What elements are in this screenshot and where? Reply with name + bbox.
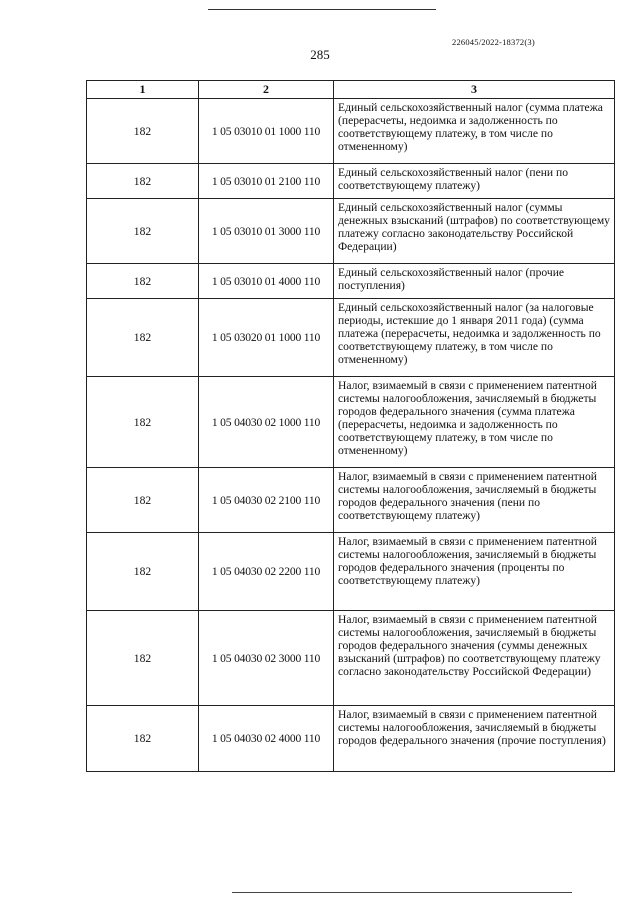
admin-code-cell: 182 [87, 611, 199, 706]
table-row [87, 706, 615, 772]
table-row [87, 611, 615, 706]
description-cell: Единый сельскохозяйственный налог (суммы денежных взысканий (штрафов) по соответствующему платежу согласно законодательству Российской Федерации) [334, 199, 615, 264]
table-row [87, 199, 615, 264]
admin-code-cell: 182 [87, 99, 199, 164]
description-cell: Единый сельскохозяйственный налог (за налоговые периоды, истекшие до 1 января 2011 года) (сумма платежа (перерасчеты, недоимка и задолженность по соответствующему платежу, в том числе по отмененному) [334, 299, 615, 377]
description-cell: Налог, взимаемый в связи с применением патентной системы налогообложения, зачисляемый в бюджеты городов федерального значения (сумма платежа (перерасчеты, недоимка и задолженность по соответствующему платежу, в том числе по отмененному) [334, 377, 615, 468]
description-cell: Единый сельскохозяйственный налог (пени по соответствующему платежу) [334, 164, 615, 199]
description-cell: Единый сельскохозяйственный налог (прочие поступления) [334, 264, 615, 299]
kbk-code-cell: 1 05 04030 02 1000 110 [199, 377, 334, 468]
admin-code-cell: 182 [87, 164, 199, 199]
kbk-code-cell: 1 05 03010 01 4000 110 [199, 264, 334, 299]
admin-code-cell: 182 [87, 299, 199, 377]
table-row [87, 164, 615, 199]
description-cell: Налог, взимаемый в связи с применением патентной системы налогообложения, зачисляемый в бюджеты городов федерального значения (суммы денежных взысканий (штрафов) по соответствующему платежу согласно законодательству Российской Федерации) [334, 611, 615, 706]
admin-code-cell: 182 [87, 468, 199, 533]
bottom-rule [232, 892, 572, 893]
admin-code-cell: 182 [87, 533, 199, 611]
admin-code-cell: 182 [87, 264, 199, 299]
admin-code-cell: 182 [87, 199, 199, 264]
kbk-code-cell: 1 05 03010 01 3000 110 [199, 199, 334, 264]
table-row [87, 99, 615, 164]
kbk-code-cell: 1 05 04030 02 2200 110 [199, 533, 334, 611]
table-row [87, 377, 615, 468]
top-rule [208, 9, 436, 10]
budget-codes-table [86, 80, 615, 772]
table-row [87, 468, 615, 533]
description-cell: Налог, взимаемый в связи с применением патентной системы налогообложения, зачисляемый в бюджеты городов федерального значения (пени по соответствующему платежу) [334, 468, 615, 533]
admin-code-cell: 182 [87, 377, 199, 468]
page-number: 285 [310, 47, 330, 62]
table-row [87, 533, 615, 611]
column-header-1: 1 [87, 81, 199, 99]
table-row [87, 299, 615, 377]
kbk-code-cell: 1 05 04030 02 3000 110 [199, 611, 334, 706]
column-header-3: 3 [334, 81, 615, 99]
table-header-row [87, 81, 615, 99]
kbk-code-cell: 1 05 03010 01 1000 110 [199, 99, 334, 164]
kbk-code-cell: 1 05 03010 01 2100 110 [199, 164, 334, 199]
kbk-code-cell: 1 05 04030 02 4000 110 [199, 706, 334, 772]
admin-code-cell: 182 [87, 706, 199, 772]
table-row [87, 264, 615, 299]
description-cell: Единый сельскохозяйственный налог (сумма платежа (перерасчеты, недоимка и задолженность по соответствующему платежу, в том числе по отмененному) [334, 99, 615, 164]
column-header-2: 2 [199, 81, 334, 99]
description-cell: Налог, взимаемый в связи с применением патентной системы налогообложения, зачисляемый в бюджеты городов федерального значения (проценты по соответствующему платежу) [334, 533, 615, 611]
document-id: 226045/2022-18372(3) [452, 37, 535, 47]
kbk-code-cell: 1 05 03020 01 1000 110 [199, 299, 334, 377]
kbk-code-cell: 1 05 04030 02 2100 110 [199, 468, 334, 533]
description-cell: Налог, взимаемый в связи с применением патентной системы налогообложения, зачисляемый в бюджеты городов федерального значения (прочие поступления) [334, 706, 615, 772]
